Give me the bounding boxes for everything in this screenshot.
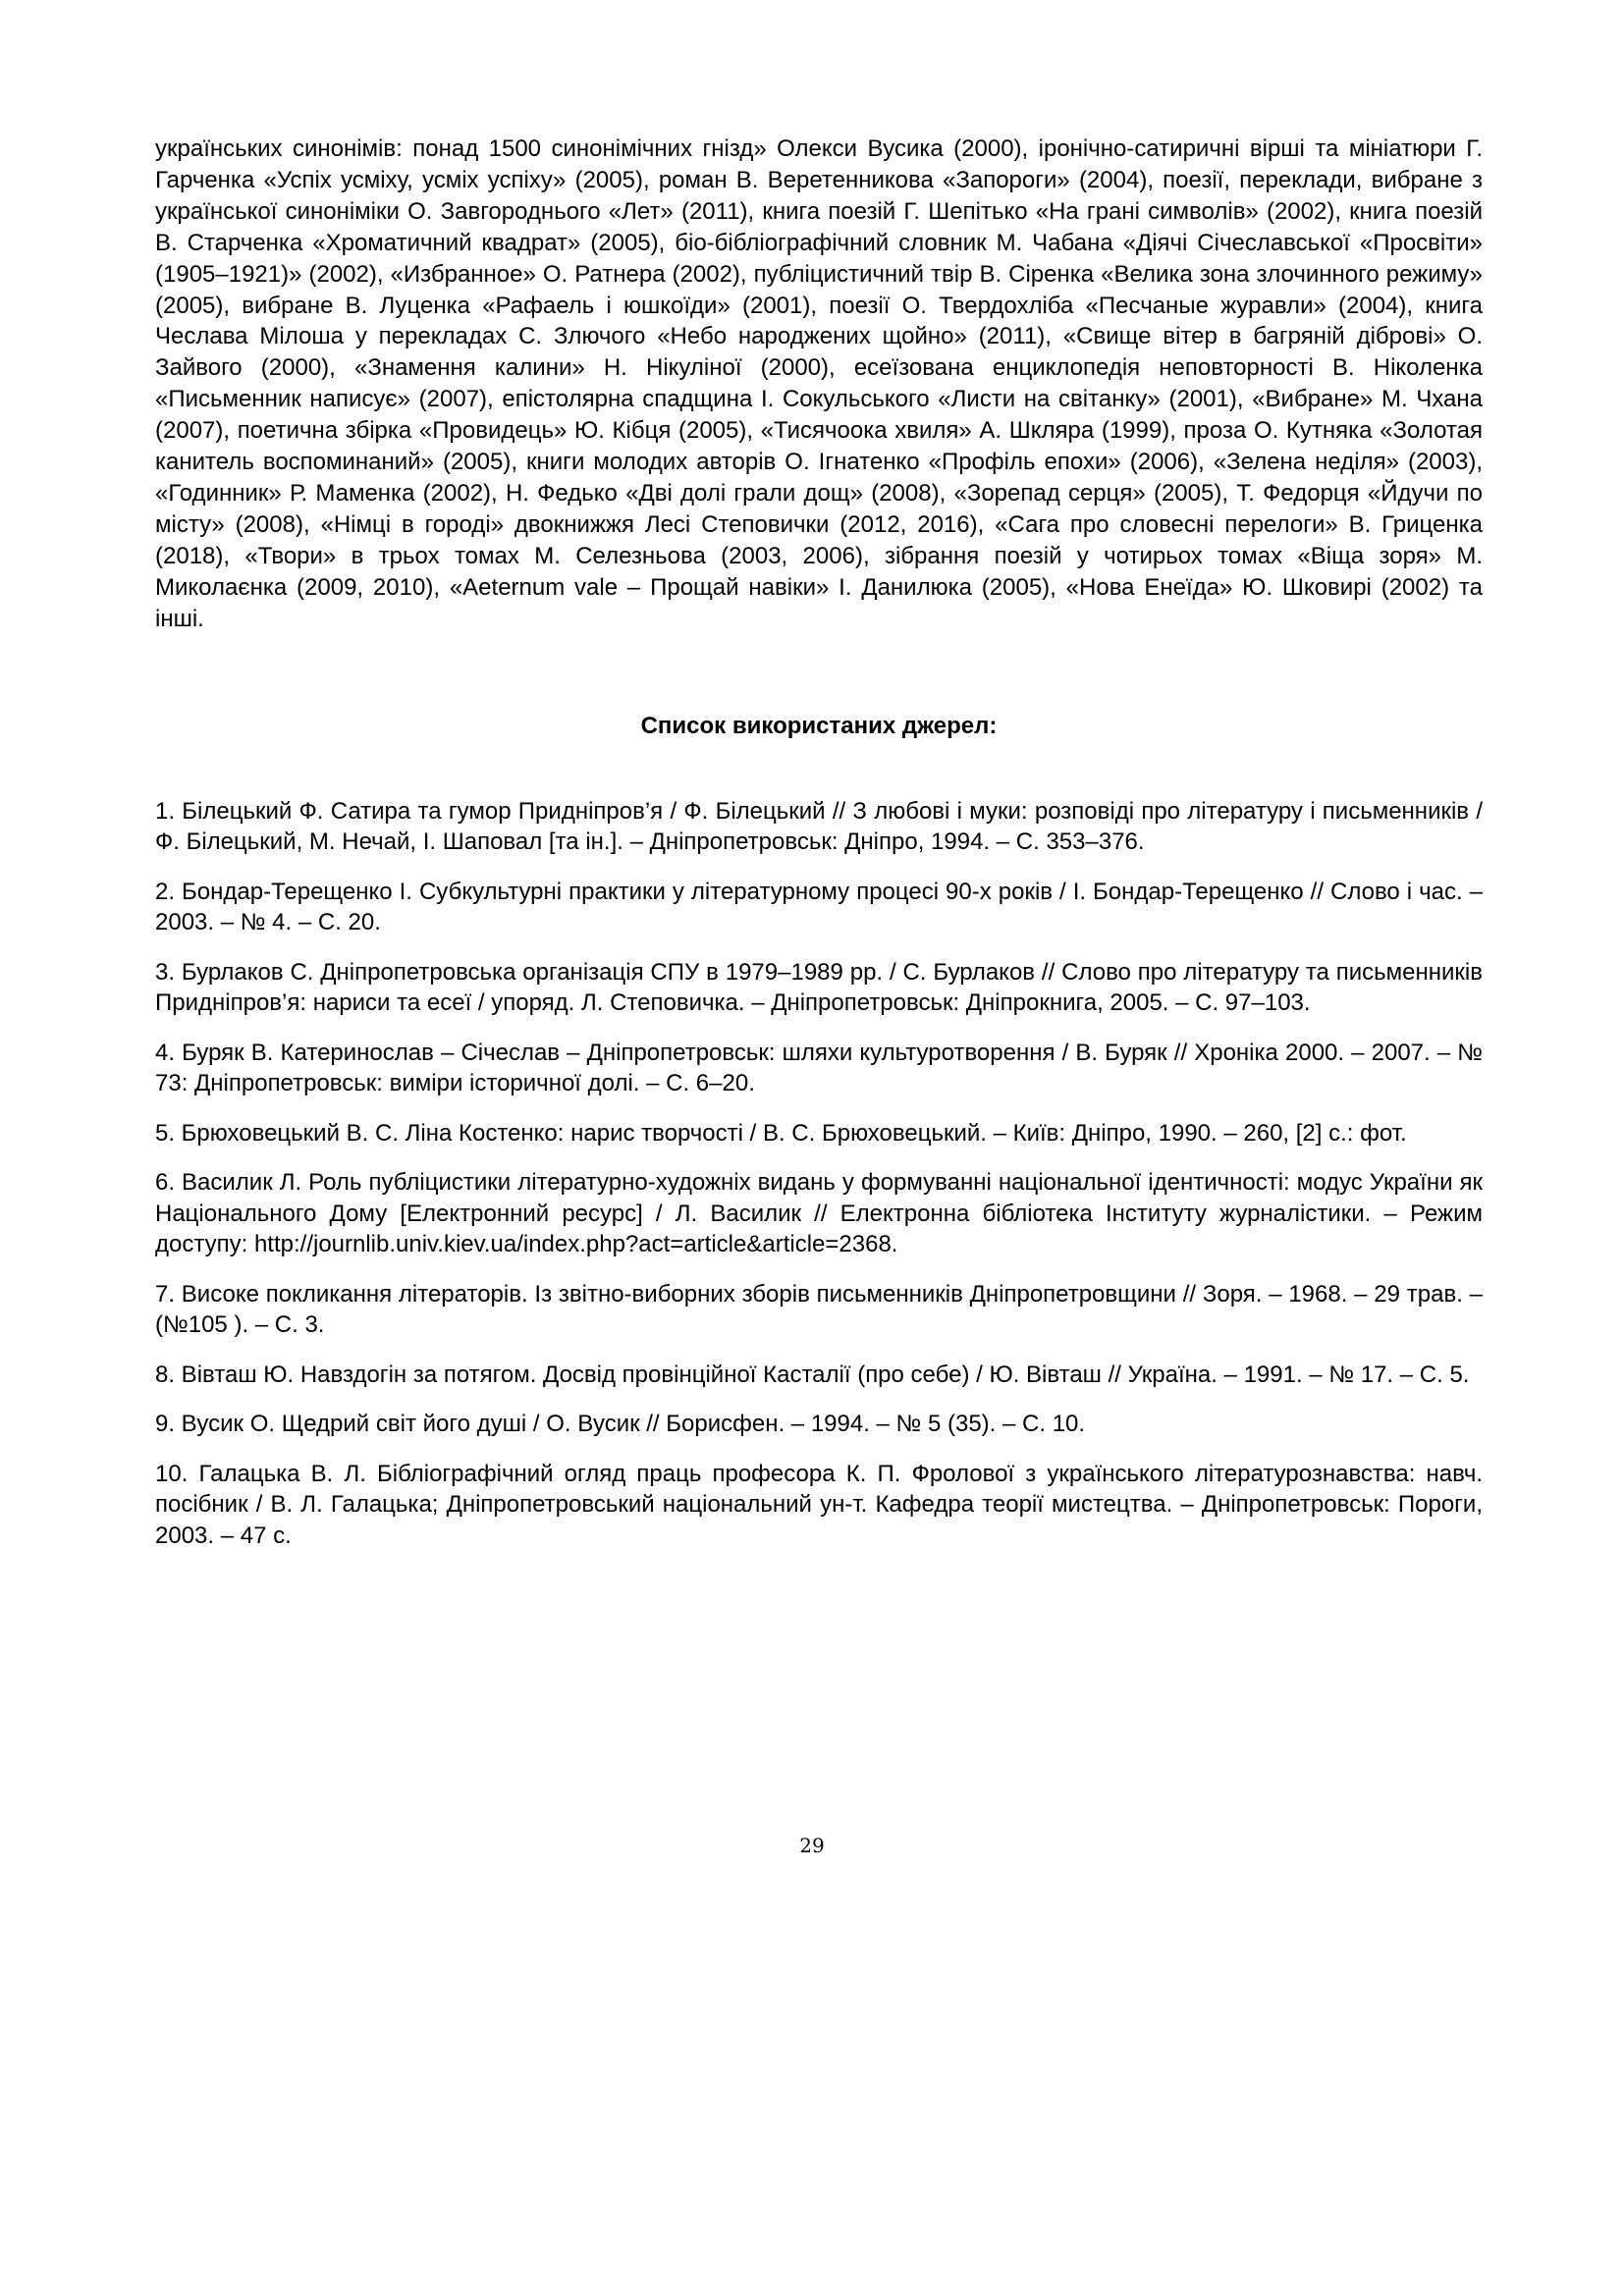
source-item: 6. Василик Л. Роль публіцистики літературно-художніх видань у формуванні національної ідентичності: модус України як Національного Дому [Електронний ресурс] / Л. Василик // Електронна бібліотека Інституту журналістики. – Режим доступу: http://journlib.univ.kiev.ua/index.php?act=article&article=2368. — [155, 1169, 1483, 1257]
source-item: 2. Бондар-Терещенко І. Субкультурні практики у літературному процесі 90-х років / І. Бондар-Терещенко // Слово і час. – 2003. – № 4. – С. 20. — [155, 878, 1483, 935]
source-item: 10. Галацька В. Л. Бібліографічний огляд праць професора К. П. Фролової з українського літературознавства: навч. посібник / В. Л. Галацька; Дніпропетровський національний ун-т. Кафедра теорії мистецтва. – Дніпропетровськ: Пороги, 2003. – 47 с. — [155, 1461, 1483, 1549]
intro-paragraph: українських синонімів: понад 1500 синонімічних гнізд» Олекси Вусика (2000), іронічно-сатиричні вірші та мініатюри Г. Гарченка «Успіх усміху, усміх успіху» (2005), роман В. Веретенникова «Запороги» (2004), поезії, переклади, вибране з української синоніміки О. Завгороднього «Лет» (2011), книга поезій Г. Шепітько «На грані символів» (2002), книга поезій В. Старченка «Хроматичний квадрат» (2005), біо-бібліографічний словник М. Чабана «Діячі Січеславської «Просвіти» (1905–1921)» (2002), «Избранное» О. Ратнера (2002), публіцистичний твір В. Сіренка «Велика зона злочинного режиму» (2005), вибране В. Луценка «Рафаель і юшкоїди» (2001), поезії О. Твердохліба «Песчаные журавли» (2004), книга Чеслава Мілоша у перекладах С. Злючого «Небо народжених щойно» (2011), «Свище вітер в багряній діброві» О. Зайвого (2000), «Знамення калини» Н. Нікуліної (2000), есеїзована енциклопедія неповторності В. Ніколенка «Письменник написує» (2007), епістолярна спадщина І. Сокульського «Листи на світанку» (2001), «Вибране» М. Чхана (2007), поетична збірка «Провидець» Ю. Кібця (2005), «Тисячоока хвиля» А. Шкляра (1999), проза О. Кутняка «Золотая канитель воспоминаний» (2005), книги молодих авторів О. Ігнатенко «Профіль епохи» (2006), «Зелена неділя» (2003), «Годинник» Р. Маменка (2002), Н. Федько «Дві долі грали дощ» (2008), «Зорепад серця» (2005), Т. Федорця «Йдучи по місту» (2008), «Німці в городі» двокнижжя Лесі Степовички (2012, 2016), «Сага про словесні перелоги» В. Гриценка (2018), «Твори» в трьох томах М. Селезньова (2003, 2006), зібрання поезій у чотирьох томах «Віща зоря» М. Миколаєнка (2009, 2010), «Aeternum vale – Прощай навіки» І. Данилюка (2005), «Нова Енеїда» Ю. Шковирі (2002) та інші. — [155, 135, 1483, 632]
source-item: 4. Буряк В. Катеринослав – Січеслав – Дніпропетровськ: шляхи культуротворення / В. Буряк // Хроніка 2000. – 2007. – № 73: Дніпропетровськ: виміри історичної долі. – С. 6–20. — [155, 1039, 1483, 1096]
source-item: 3. Бурлаков С. Дніпропетровська організація СПУ в 1979–1989 рр. / С. Бурлаков // Слово про літературу та письменників Придніпров’я: нариси та есеї / упоряд. Л. Степовичка. – Дніпропетровськ: Дніпрокнига, 2005. – С. 97–103. — [155, 958, 1483, 1016]
source-item: 7. Високе покликання літераторів. Із звітно-виборних зборів письменників Дніпропетровщини // Зоря. – 1968. – 29 трав. – (№105 ). – С. 3. — [155, 1280, 1483, 1338]
source-item: 8. Вівташ Ю. Навздогін за потягом. Досвід провінційної Касталії (про себе) / Ю. Вівташ // Україна. – 1991. – № 17. – С. 5. — [155, 1361, 1470, 1388]
page-number: 29 — [799, 1834, 825, 1857]
source-item: 1. Білецький Ф. Сатира та гумор Придніпров’я / Ф. Білецький // З любові і муки: розповіді про літературу і письменників / Ф. Білецький, М. Нечай, І. Шаповал [та ін.]. – Дніпропетровськ: Дніпро, 1994. – С. 353–376. — [155, 797, 1483, 855]
source-item: 9. Вусик О. Щедрий світ його душі / О. Вусик // Борисфен. – 1994. – № 5 (35). – С. 10. — [155, 1411, 1086, 1438]
page-content — [155, 133, 1483, 1570]
sources-list — [155, 796, 1483, 1551]
sources-heading: Список використаних джерел: — [640, 712, 998, 739]
source-item: 5. Брюховецький В. С. Ліна Костенко: нарис творчості / В. С. Брюховецький. – Київ: Дніпро, 1990. – 260, [2] с.: фот. — [155, 1119, 1407, 1147]
